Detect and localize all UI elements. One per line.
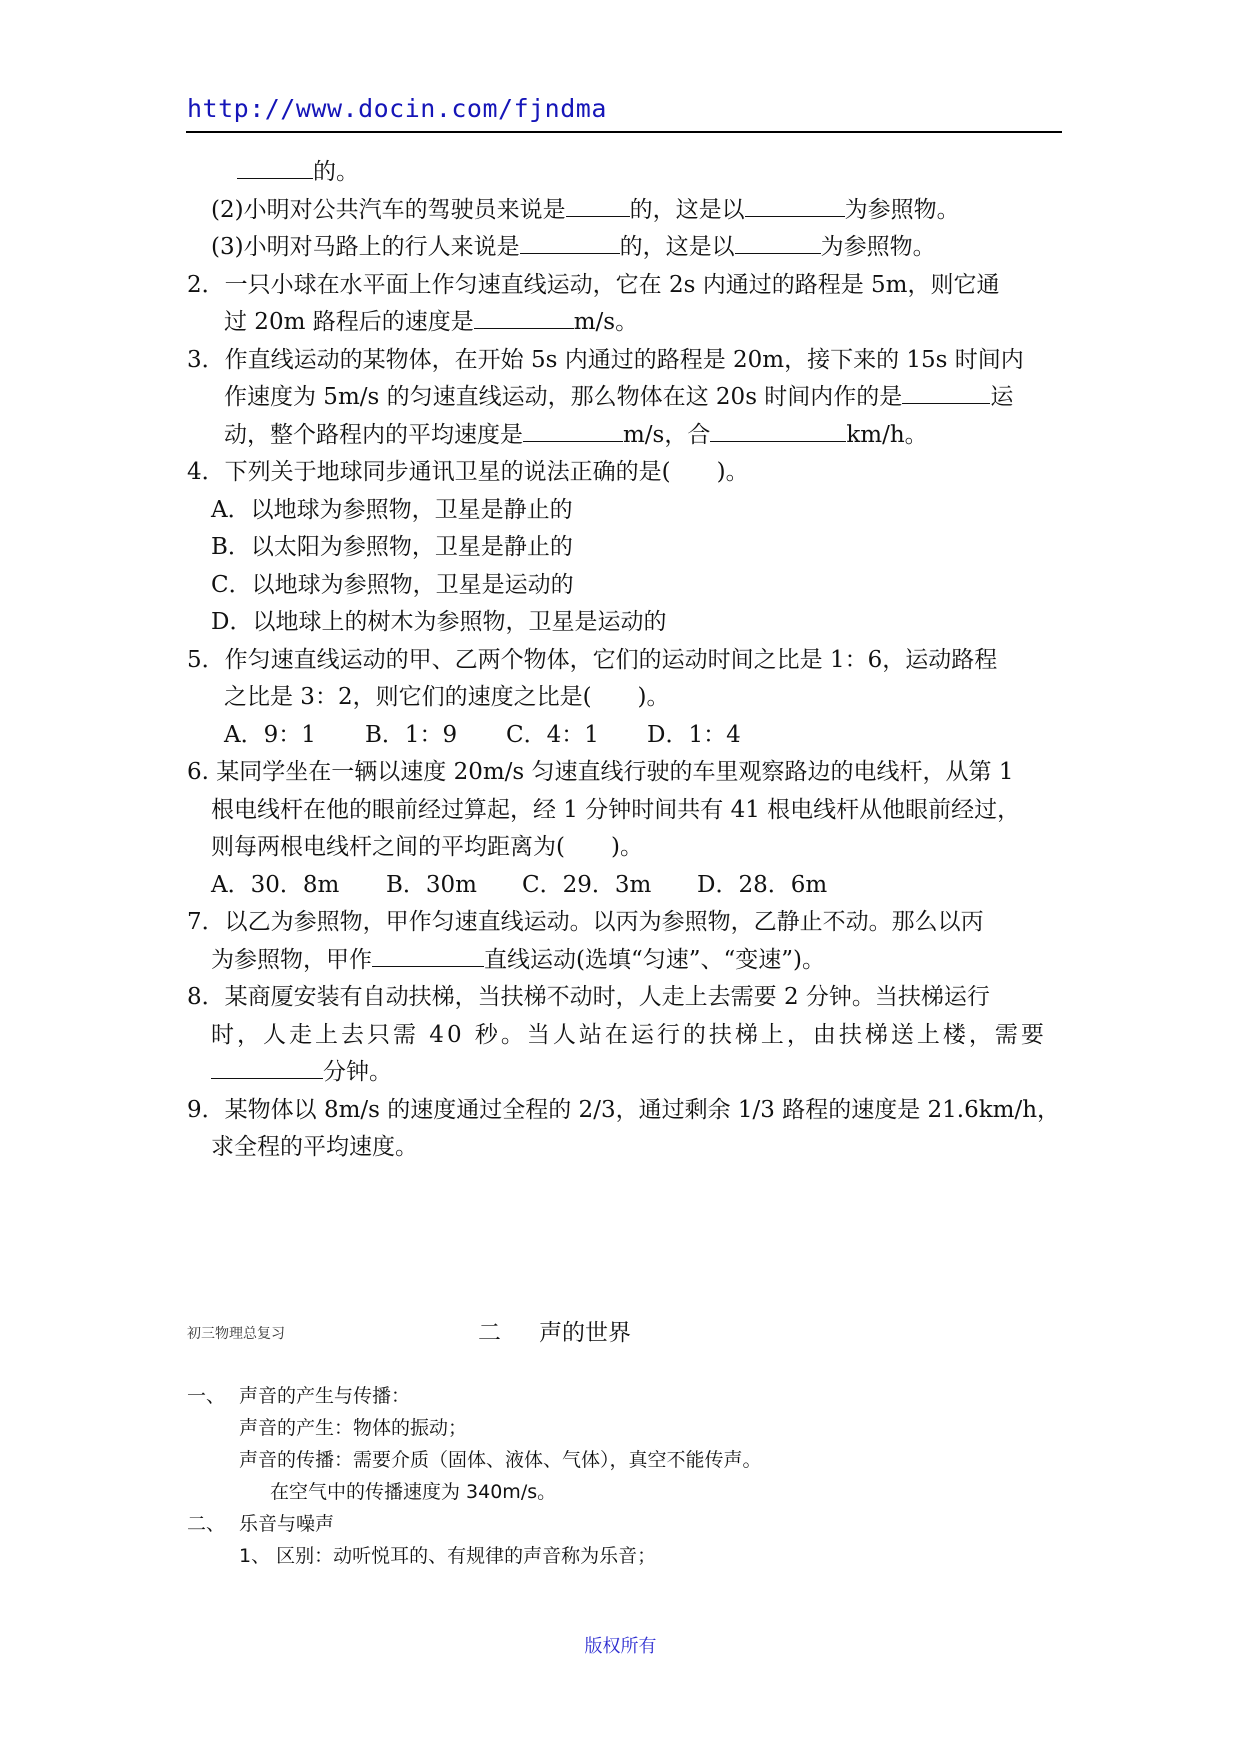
footer-copyright: 版权所有 (584, 1636, 657, 1657)
text-line: 7．以乙为参照物，甲作匀速直线运动。以丙为参照物，乙静止不动。那么以丙 (187, 909, 984, 935)
option-c: C．4：1 (506, 722, 599, 748)
line-text: 运 (990, 384, 1014, 410)
section-text: 在空气中的传播速度为 340m/s。 (270, 1481, 557, 1503)
text-line (237, 156, 359, 188)
line-text: 直线运动(选填“匀速”、“变速”)。 (484, 947, 825, 973)
header-url: http://www.docin.com/fjndma (187, 94, 607, 123)
section-text: 1、 区别：动听悦耳的、有规律的声音称为乐音； (239, 1545, 657, 1567)
line-text: km/h。 (846, 422, 928, 448)
option-line: C．以地球为参照物，卫星是运动的 (211, 572, 574, 598)
heading-number: 二、 (187, 1513, 226, 1535)
text-line: 4．下列关于地球同步通讯卫星的说法正确的是( )。 (187, 459, 749, 485)
answer-blank (735, 231, 821, 254)
text-line: 9．某物体以 8m/s 的速度通过全程的 2/3，通过剩余 1/3 路程的速度是 21.6km/h， (187, 1097, 1061, 1123)
text-line: 则每两根电线杆之间的平均距离为( )。 (211, 834, 643, 860)
line-text: 过 20m 路程后的速度是 (224, 309, 474, 335)
text-line (224, 381, 1013, 413)
text-line: 根电线杆在他的眼前经过算起，经 1 分钟时间共有 41 根电线杆从他眼前经过， (211, 797, 1021, 823)
text-line (224, 419, 928, 451)
answer-blank (520, 231, 620, 254)
line-text: 分钟。 (323, 1059, 392, 1085)
line-text: (3)小明对马路上的行人来说是 (211, 234, 520, 260)
heading-number: 一、 (187, 1385, 226, 1407)
option-d: D．28．6m (697, 872, 828, 898)
line-text: m/s。 (573, 309, 639, 335)
line-text: 的，这是以 (619, 234, 735, 260)
text-line: 5．作匀速直线运动的甲、乙两个物体，它们的运动时间之比是 1：6，运动路程 (187, 647, 998, 673)
heading-text: 乐音与噪声 (239, 1513, 335, 1535)
line-text: 动，整个路程内的平均速度是 (224, 422, 523, 448)
text-line: 求全程的平均速度。 (211, 1134, 418, 1160)
text-line: 3．作直线运动的某物体，在开始 5s 内通过的路程是 20m，接下来的 15s 时间内 (187, 347, 1024, 373)
option-line: A．以地球为参照物，卫星是静止的 (211, 497, 573, 523)
section-text: 声音的产生：物体的振动； (239, 1417, 468, 1439)
option-line: D．以地球上的树木为参照物，卫星是运动的 (211, 609, 667, 635)
heading-text: 声音的产生与传播： (239, 1385, 411, 1407)
text-line (211, 1056, 392, 1088)
text-line (211, 231, 936, 263)
text-line: 之比是 3：2，则它们的速度之比是( )。 (224, 684, 670, 710)
section-small-label: 初三物理总复习 (187, 1326, 285, 1342)
section-heading (187, 1510, 334, 1538)
chapter-heading (478, 1317, 631, 1349)
text-line: 时，人走上去只需 40 秒。当人站在运行的扶梯上，由扶梯送上楼，需要 (211, 1022, 1047, 1048)
option-a: A．30．8m (211, 872, 340, 898)
answer-blank (372, 944, 484, 967)
option-b: B．30m (386, 872, 477, 898)
line-text: m/s，合 (623, 422, 711, 448)
option-b: B．1：9 (365, 722, 458, 748)
answer-blank (566, 194, 630, 217)
line-text: 作速度为 5m/s 的匀速直线运动，那么物体在这 20s 时间内作的是 (224, 384, 903, 410)
text-line (224, 306, 638, 338)
answer-blank (523, 419, 623, 442)
chapter-title: 声的世界 (539, 1320, 631, 1346)
option-a: A．9：1 (224, 722, 316, 748)
line-text: (2)小明对公共汽车的驾驶员来说是 (211, 197, 566, 223)
chapter-number: 二 (478, 1320, 501, 1346)
answer-blank (902, 381, 990, 404)
option-d: D．1：4 (647, 722, 741, 748)
option-c: C．29．3m (522, 872, 652, 898)
header-rule (186, 131, 1062, 133)
section-text: 声音的传播：需要介质（固体、液体、气体），真空不能传声。 (239, 1449, 762, 1471)
answer-blank (474, 306, 574, 329)
line-text: 为参照物。 (844, 197, 960, 223)
option-line: B．以太阳为参照物，卫星是静止的 (211, 534, 573, 560)
section-heading (187, 1382, 410, 1410)
text-line: 2．一只小球在水平面上作匀速直线运动，它在 2s 内通过的路程是 5m，则它通 (187, 272, 1000, 298)
line-text: 为参照物。 (820, 234, 936, 260)
answer-blank (710, 419, 846, 442)
line-text: 的，这是以 (629, 197, 745, 223)
text-line: 6. 某同学坐在一辆以速度 20m/s 匀速直线行驶的车里观察路边的电线杆，从第 1 (187, 759, 1014, 785)
line-text: 为参照物，甲作 (211, 947, 372, 973)
text-line (211, 944, 825, 976)
text-line: 8．某商厦安装有自动扶梯，当扶梯不动时，人走上去需要 2 分钟。当扶梯运行 (187, 984, 990, 1010)
text-line (211, 194, 960, 226)
answer-blank (745, 194, 845, 217)
answer-blank (237, 156, 313, 179)
answer-blank (211, 1056, 323, 1079)
line-text: 的。 (313, 159, 359, 185)
